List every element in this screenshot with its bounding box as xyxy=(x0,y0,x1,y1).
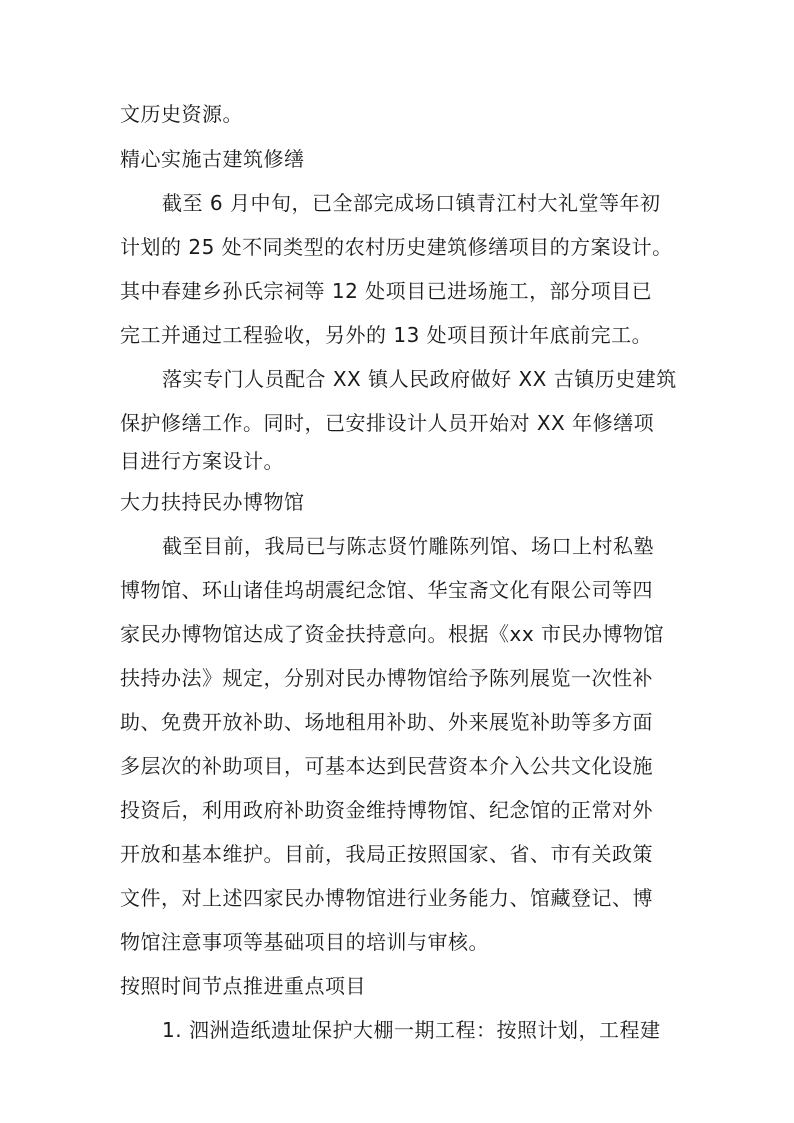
paragraph-line: 物馆注意事项等基础项目的培训与审核。 xyxy=(120,930,489,954)
paragraph-line: 家民办博物馆达成了资金扶持意向。根据《xx 市民办博物馆 xyxy=(120,622,665,646)
paragraph-line: 计划的 25 处不同类型的农村历史建筑修缮项目的方案设计。 xyxy=(120,235,673,259)
section-heading: 大力扶持民办博物馆 xyxy=(120,490,305,514)
paragraph-line: 完工并通过工程验收，另外的 13 处项目预计年底前完工。 xyxy=(120,323,653,347)
paragraph-line: 投资后，利用政府补助资金维持博物馆、纪念馆的正常对外 xyxy=(120,798,653,822)
section-heading: 精心实施古建筑修缮 xyxy=(120,147,305,171)
paragraph-line: 保护修缮工作。同时，已安排设计人员开始对 XX 年修缮项 xyxy=(120,411,655,435)
section-heading: 按照时间节点推进重点项目 xyxy=(120,974,366,998)
paragraph-line: 博物馆、环山诸佳坞胡震纪念馆、华宝斋文化有限公司等四 xyxy=(120,578,653,602)
paragraph-line: 扶持办法》规定，分别对民办博物馆给予陈列展览一次性补 xyxy=(120,666,653,690)
paragraph-line: 开放和基本维护。目前，我局正按照国家、省、市有关政策 xyxy=(120,842,653,866)
paragraph-line: 截至 6 月中旬，已全部完成场口镇青江村大礼堂等年初 xyxy=(162,191,661,215)
paragraph-line: 落实专门人员配合 XX 镇人民政府做好 XX 古镇历史建筑 xyxy=(162,367,677,391)
paragraph-line: 目进行方案设计。 xyxy=(120,449,284,473)
paragraph-line: 文历史资源。 xyxy=(120,102,243,126)
paragraph-line: 截至目前，我局已与陈志贤竹雕陈列馆、场口上村私塾 xyxy=(162,534,654,558)
paragraph-line: 文件，对上述四家民办博物馆进行业务能力、馆藏登记、博 xyxy=(120,886,653,910)
paragraph-line: 多层次的补助项目，可基本达到民营资本介入公共文化设施 xyxy=(120,754,653,778)
paragraph-line: 其中春建乡孙氏宗祠等 12 处项目已进场施工，部分项目已 xyxy=(120,279,653,303)
paragraph-line: 1. 泗洲造纸遗址保护大棚一期工程：按照计划，工程建 xyxy=(162,1018,661,1042)
paragraph-line: 助、免费开放补助、场地租用补助、外来展览补助等多方面 xyxy=(120,710,653,734)
